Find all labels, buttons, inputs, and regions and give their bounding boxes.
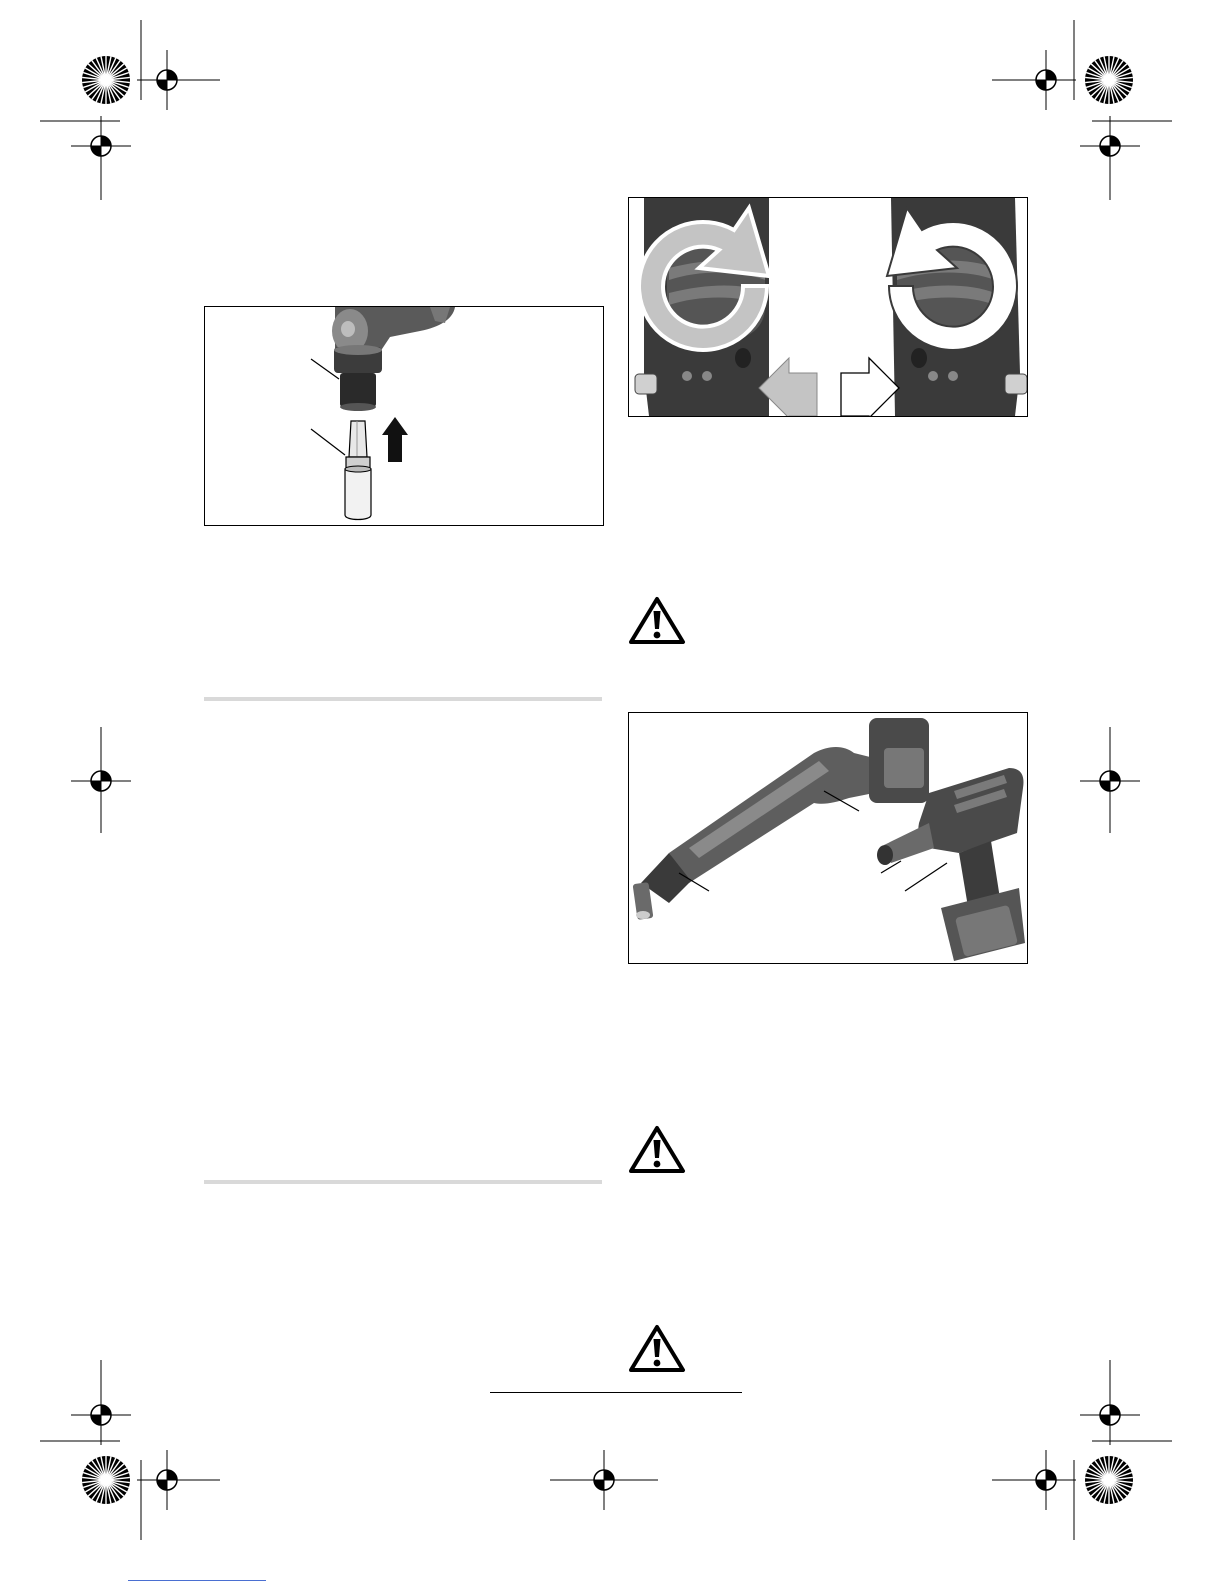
color-calibration-target-icon	[82, 56, 130, 104]
direction-right-icon	[841, 358, 899, 416]
registration-mark-icon	[574, 1450, 634, 1510]
section-divider	[204, 1180, 602, 1184]
warning-triangle-icon	[628, 1125, 686, 1175]
figure-tools	[628, 712, 1028, 964]
color-calibration-target-icon	[1085, 1456, 1133, 1504]
section-divider	[204, 697, 602, 701]
color-calibration-target-icon	[82, 1456, 130, 1504]
warning-triangle-icon	[628, 596, 686, 646]
footer-rule	[490, 1392, 742, 1393]
insert-arrow-icon	[382, 417, 408, 462]
registration-mark-icon	[71, 751, 131, 811]
bit-adapter-icon	[345, 421, 371, 520]
registration-mark-icon	[1080, 1385, 1140, 1445]
footer-link-underline	[128, 1580, 266, 1581]
warning-triangle-icon	[628, 1324, 686, 1374]
registration-mark-icon	[71, 1385, 131, 1445]
registration-mark-icon	[1080, 751, 1140, 811]
socket-holder-icon	[332, 307, 455, 411]
figure-rotation-direction	[628, 197, 1028, 417]
figure-bit-insert	[204, 306, 604, 526]
color-calibration-target-icon	[1085, 56, 1133, 104]
angle-screwdriver-icon	[633, 718, 929, 920]
